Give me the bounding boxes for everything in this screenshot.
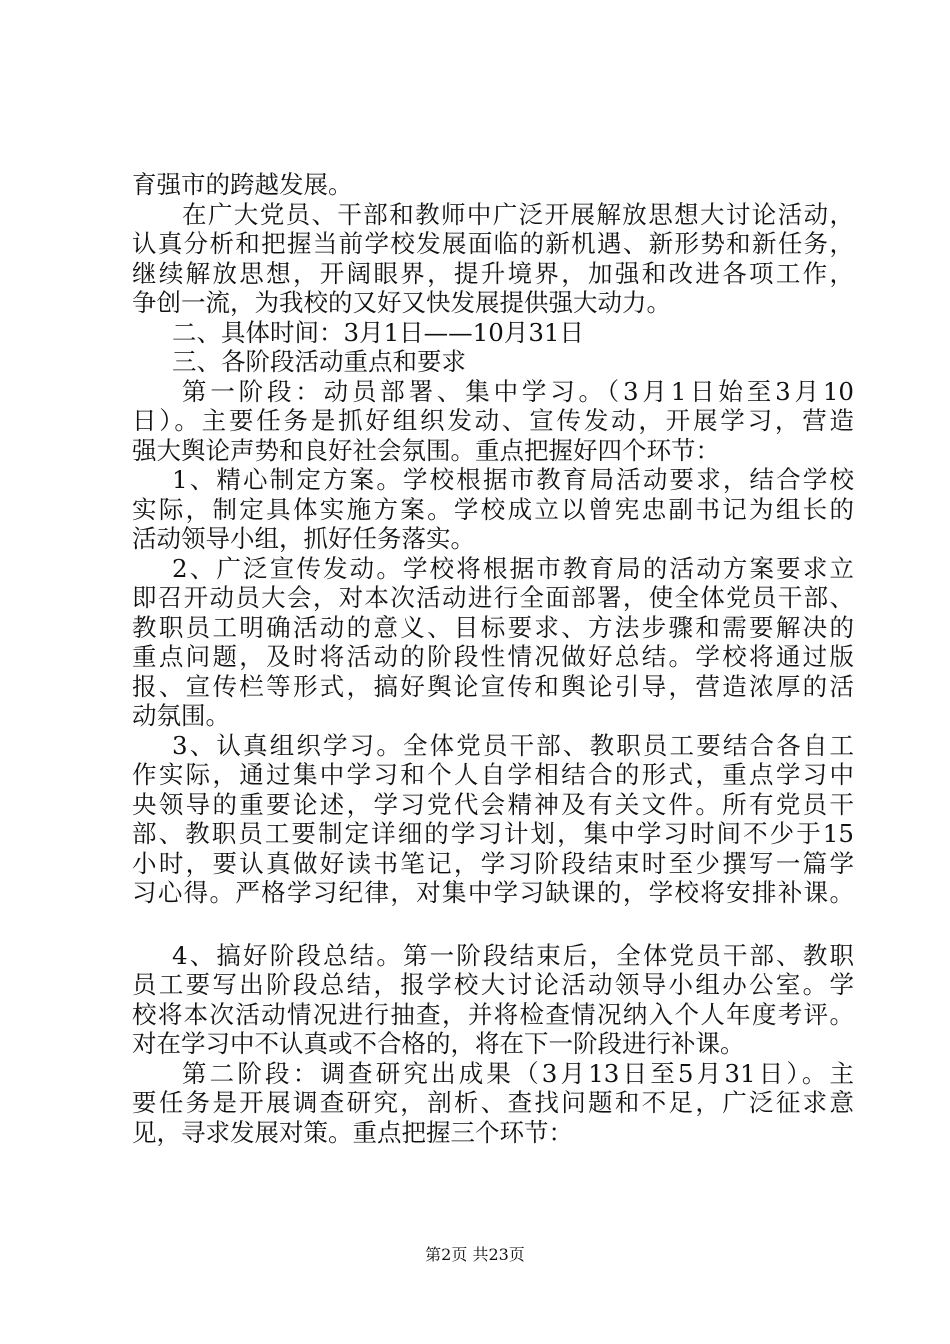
text-line: 认真分析和把握当前学校发展面临的新机遇、新形势和新任务， bbox=[132, 229, 854, 258]
text-line: 央领导的重要论述，学习党代会精神及有关文件。所有党员干 bbox=[132, 789, 854, 819]
text-line: 习心得。严格学习纪律，对集中学习缺课的，学校将安排补课。 bbox=[132, 878, 854, 907]
text-line: 3、认真组织学习。全体党员干部、教职员工要结合各自工 bbox=[172, 730, 854, 760]
text-line: 对在学习中不认真或不合格的，将在下一阶段进行补课。 bbox=[132, 1029, 745, 1058]
text-line: 第一阶段：动员部署、集中学习。（3月1日始至3月10 bbox=[182, 376, 854, 406]
text-line: 教职员工明确活动的意义、目标要求、方法步骤和需要解决的 bbox=[132, 612, 854, 642]
text-line: 1、精心制定方案。学校根据市教育局活动要求，结合学校 bbox=[172, 465, 854, 494]
text-line: 强大舆论声势和良好社会氛围。重点把握好四个环节： bbox=[132, 435, 720, 465]
text-line: 第二阶段：调查研究出成果（3月13日至5月31日）。主 bbox=[182, 1058, 854, 1088]
text-line: 育强市的跨越发展。 bbox=[132, 170, 353, 199]
text-line: 员工要写出阶段总结，报学校大讨论活动领导小组办公室。学 bbox=[132, 970, 854, 999]
text-line: 争创一流，为我校的又好又快发展提供强大动力。 bbox=[132, 288, 671, 317]
text-line: 校将本次活动情况进行抽查，并将检查情况纳入个人年度考评。 bbox=[132, 999, 854, 1029]
text-line: 活动领导小组，抓好任务落实。 bbox=[132, 524, 475, 553]
section-heading: 三、各阶段活动重点和要求 bbox=[172, 347, 466, 376]
document-body bbox=[132, 170, 854, 1147]
text-line: 见，寻求发展对策。重点把握三个环节： bbox=[132, 1117, 573, 1147]
text-line: 部、教职员工要制定详细的学习计划，集中学习时间不少于15 bbox=[132, 819, 854, 848]
text-line: 实际，制定具体实施方案。学校成立以曾宪忠副书记为组长的 bbox=[132, 494, 854, 524]
paragraph-gap bbox=[132, 908, 854, 941]
text-line: 4、搞好阶段总结。第一阶段结束后，全体党员干部、教职 bbox=[172, 940, 854, 970]
text-line: 动氛围。 bbox=[132, 701, 230, 730]
text-line: 报、宣传栏等形式，搞好舆论宣传和舆论引导，营造浓厚的活 bbox=[132, 671, 854, 701]
text-line: 要任务是开展调查研究，剖析、查找问题和不足，广泛征求意 bbox=[132, 1088, 854, 1117]
page-number-footer: 第2页 共23页 bbox=[425, 1245, 525, 1264]
text-line: 小时，要认真做好读书笔记，学习阶段结束时至少撰写一篇学 bbox=[132, 848, 854, 878]
text-line: 在广大党员、干部和教师中广泛开展解放思想大讨论活动， bbox=[182, 199, 854, 229]
text-line: 2、广泛宣传发动。学校将根据市教育局的活动方案要求立 bbox=[172, 553, 854, 583]
text-line: 作实际，通过集中学习和个人自学相结合的形式，重点学习中 bbox=[132, 760, 854, 789]
section-heading: 二、具体时间：3月1日——10月31日 bbox=[172, 317, 585, 347]
text-line: 即召开动员大会，对本次活动进行全面部署，使全体党员干部、 bbox=[132, 583, 854, 612]
text-line: 继续解放思想，开阔眼界，提升境界，加强和改进各项工作， bbox=[132, 258, 854, 288]
text-line: 重点问题，及时将活动的阶段性情况做好总结。学校将通过版 bbox=[132, 642, 854, 671]
text-line: 日）。主要任务是抓好组织发动、宣传发动，开展学习，营造 bbox=[132, 406, 854, 435]
